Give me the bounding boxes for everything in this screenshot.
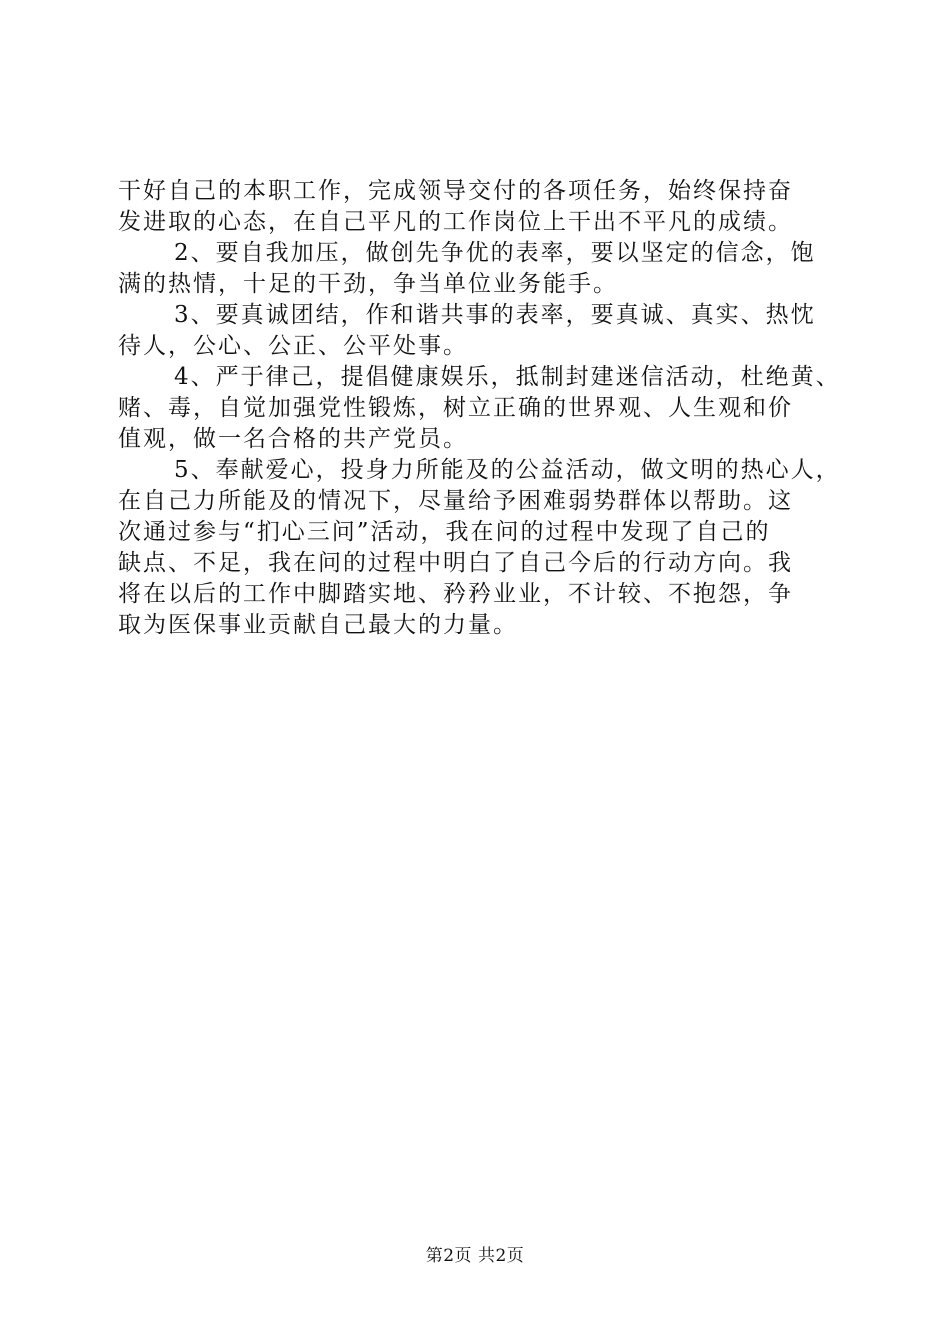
page-number-footer: 第2页 共2页 (425, 1246, 525, 1266)
text-line: 发进取的心态，在自己平凡的工作岗位上干出不平凡的成绩。 (118, 209, 793, 235)
text-line: 缺点、不足，我在问的过程中明白了自己今后的行动方向。我 (118, 550, 793, 576)
document-body (118, 176, 841, 641)
text-line: 干好自己的本职工作，完成领导交付的各项任务，始终保持奋 (118, 178, 793, 204)
text-line: 值观，做一名合格的共产党员。 (118, 426, 468, 452)
text-line: 满的热情，十足的干劲，争当单位业务能手。 (118, 271, 618, 297)
text-line: 次通过参与“扪心三问”活动，我在问的过程中发现了自己的 (118, 519, 771, 545)
paragraph-start-line: 5、奉献爱心，投身力所能及的公益活动，做文明的热心人， (174, 457, 841, 483)
text-line: 赌、毒，自觉加强党性锻炼，树立正确的世界观、人生观和价 (118, 395, 793, 421)
paragraph-start-line: 4、严于律己，提倡健康娱乐，抵制封建迷信活动，杜绝黄、 (174, 364, 841, 390)
text-line: 在自己力所能及的情况下，尽量给予困难弱势群体以帮助。这 (118, 488, 793, 514)
paragraph-start-line: 3、要真诚团结，作和谐共事的表率，要真诚、真实、热忱 (174, 302, 816, 328)
paragraph-start-line: 2、要自我加压，做创先争优的表率，要以坚定的信念，饱 (174, 240, 816, 266)
text-line: 取为医保事业贡献自己最大的力量。 (118, 612, 518, 638)
text-line: 待人，公心、公正、公平处事。 (118, 333, 468, 359)
text-line: 将在以后的工作中脚踏实地、矜矜业业，不计较、不抱怨，争 (118, 581, 793, 607)
